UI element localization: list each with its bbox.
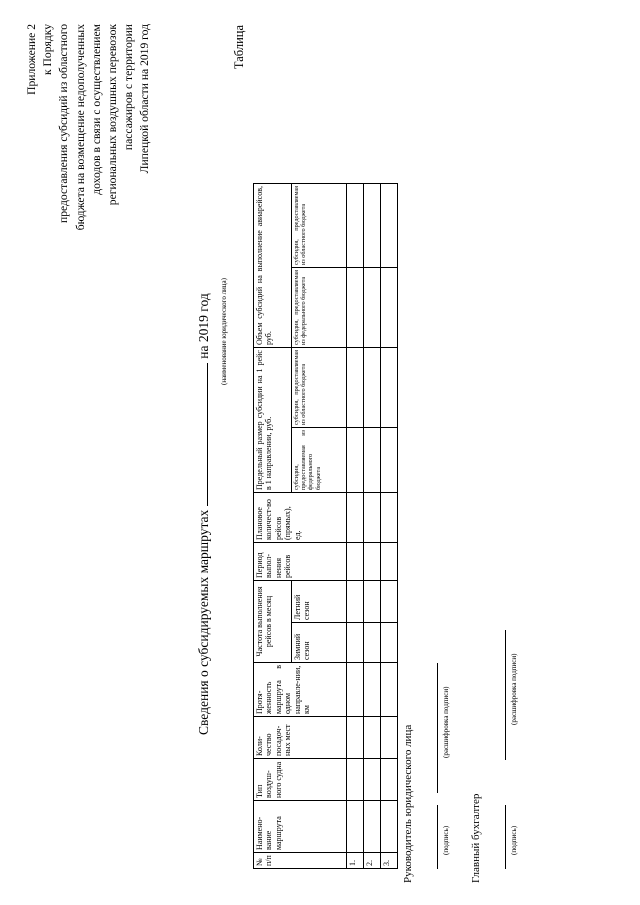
appendix-line: Липецкой области на 2019 год [138,24,152,174]
accountant-decoding-line [505,630,506,760]
head-decoding-caption: (расшифровка подписи) [442,686,450,758]
appendix-line: предоставления субсидий из областного [57,24,71,223]
accountant-signature-label: Главный бухгалтер [470,793,482,883]
accountant-decoding-caption: (расшифровка подписи) [510,653,518,725]
head-decoding-line [437,663,438,793]
row-number: 2. [364,853,381,869]
legal-entity-name-line [197,363,208,506]
appendix-line: пассажиров с территории [122,24,136,151]
header-num: № п/п [254,853,347,869]
appendix-line: бюджета на возмещение недополученных [73,24,87,231]
row-number: 3. [381,853,398,869]
header-limit-federal: субсидия, предоставляемая из федерального бюджета [292,428,347,493]
head-signature-label: Руководитель юридического лица [402,724,414,883]
header-route-name: Наимено-вание маршрута [254,801,347,853]
head-signature-caption: (подпись) [442,825,450,855]
title-text: Сведения о субсидируемых маршрутах [196,509,211,735]
header-summer-season: Летний сезон [292,581,347,623]
appendix-line: Приложение 2 [25,24,38,95]
header-volume-regional: субсидия, предоставляемая из областного бюджета [292,184,347,268]
header-flight-frequency: Частота выполнения рейсов в месяц [254,581,292,663]
table-row [347,184,364,869]
header-limit-regional: субсидия, предоставляемая из областного бюджета [292,348,347,428]
page-title [196,293,212,735]
header-planned-flights: Плановое количест-во рейсов (прямых), ед. [254,493,347,543]
appendix-line: к Порядку [41,24,55,75]
head-signature-line [437,805,438,869]
header-volume-federal: субсидия, предоставляемая из федерального бюджета [292,268,347,348]
appendix-line: доходов в связи с осуществлением [89,24,103,195]
header-period: Период выпол-нения рейсов [254,543,347,581]
appendix-header [24,24,154,364]
header-route-length: Протя-женность маршрута в одном направле-нии, км [254,663,347,717]
table-header-row [254,184,292,869]
routes-table [253,183,398,869]
row-number: 1. [347,853,364,869]
legal-entity-name-caption: (наименование юридического лица) [220,278,228,385]
header-subsidy-limit: Предельный размер субсидии на 1 рейс в 1 направлении, руб. [254,348,292,493]
table-row [364,184,381,869]
header-winter-season: Зимний сезон [292,623,347,663]
appendix-line: региональных воздушных перевозок [106,24,120,206]
header-seat-count: Коли-чество посадоч-ных мест [254,717,347,759]
accountant-signature-line [505,805,506,869]
title-year: на 2019 год [196,293,211,359]
header-subsidy-volume: Объем субсидий на выполнение авиарейсов, руб. [254,184,292,348]
table-caption: Таблица [232,25,246,70]
accountant-signature-caption: (подпись) [510,825,518,855]
header-aircraft-type: Тип воздуш-ного судна [254,759,347,801]
table-row [381,184,398,869]
